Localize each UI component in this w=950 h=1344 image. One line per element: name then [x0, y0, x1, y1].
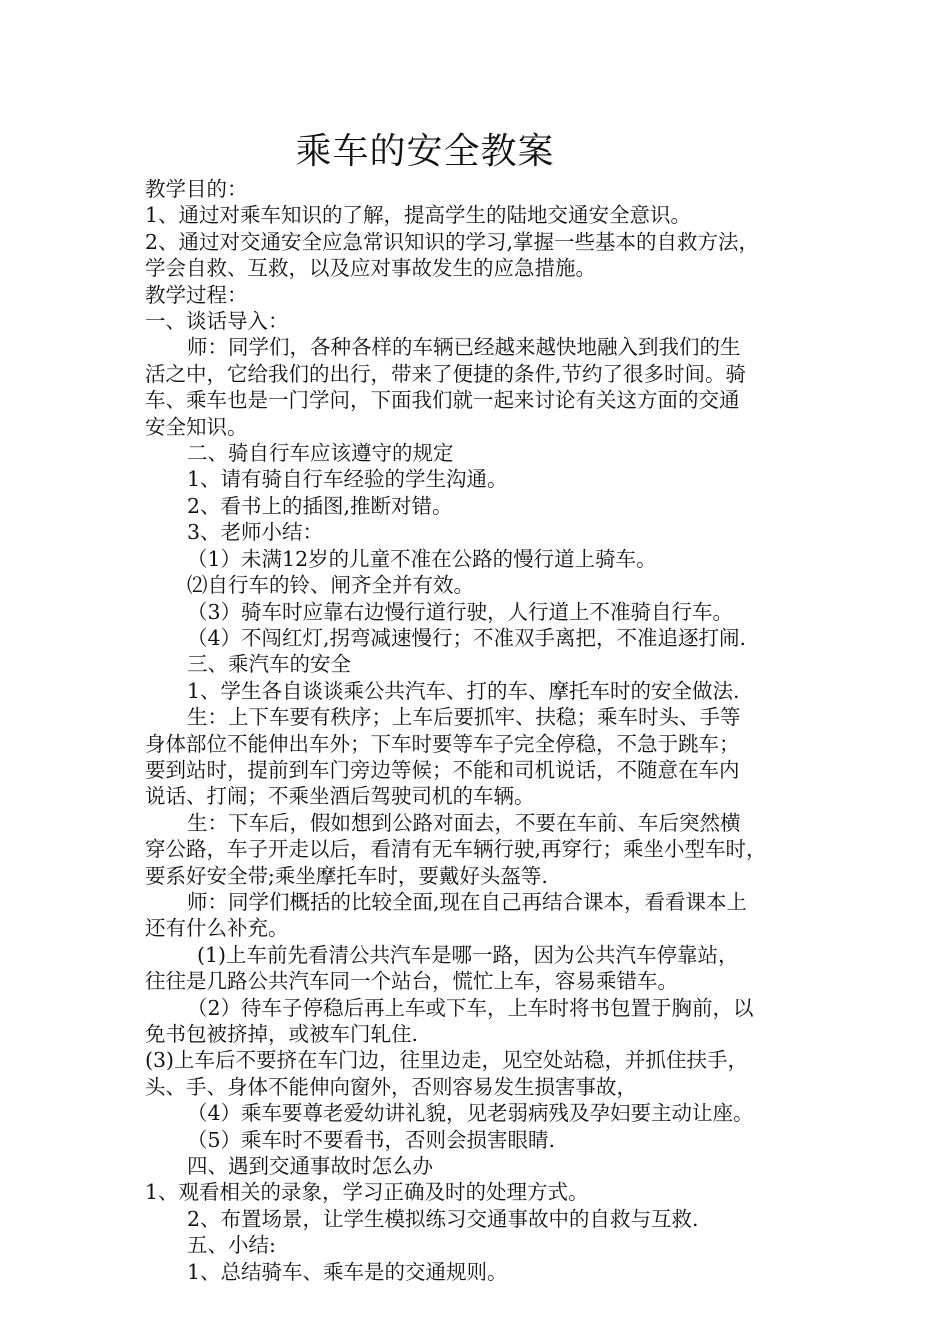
paragraph-line: 生：上下车要有秩序；上车后要抓牢、扶稳；乘车时头、手等 — [187, 705, 741, 730]
paragraph-line: 说话、打闹；不乘坐酒后驾驶司机的车辆。 — [145, 784, 535, 809]
rule-item: （3）骑车时应靠右边慢行道行驶，人行道上不准骑自行车。 — [187, 599, 734, 624]
paragraph-line: 要到站时，提前到车门旁边等候；不能和司机说话，不随意在车内 — [145, 757, 740, 782]
list-item: 3、老师小结： — [187, 520, 324, 545]
section-heading-objectives: 教学目的： — [145, 177, 248, 201]
rule-item: （2）待车子停稳后再上车或下车，上车时将书包置于胸前，以 — [187, 995, 754, 1020]
rule-item: （4）不闯红灯,拐弯减速慢行；不准双手离把，不准追逐打闹. — [187, 625, 747, 650]
paragraph-line: 师：同学们，各种各样的车辆已经越来越快地融入到我们的生 — [187, 335, 741, 360]
paragraph-line: 安全知识。 — [145, 414, 248, 439]
paragraph-line: 穿公路，车子开走以后，看清有无车辆行驶,再穿行；乘坐小型车时， — [145, 837, 767, 862]
rule-item: ⑵自行车的铃、闸齐全并有效。 — [187, 573, 474, 598]
list-item: 1、观看相关的录象，学习正确及时的处理方式。 — [145, 1180, 589, 1205]
document-body — [145, 176, 825, 1285]
part-1-heading: 一、谈话导入： — [145, 309, 289, 334]
part-2-heading: 二、骑自行车应该遵守的规定 — [187, 441, 454, 466]
part-4-heading: 四、遇到交通事故时怎么办 — [187, 1154, 433, 1179]
list-item: 2、看书上的插图,推断对错。 — [187, 493, 453, 518]
objective-1: 1、通过对乘车知识的了解，提高学生的陆地交通安全意识。 — [145, 203, 692, 228]
part-5-heading: 五、小结: — [187, 1233, 276, 1258]
list-item: 1、请有骑自行车经验的学生沟通。 — [187, 467, 508, 492]
paragraph-line: 生：下车后，假如想到公路对面去，不要在车前、车后突然横 — [187, 810, 741, 835]
paragraph-line: 师：同学们概括的比较全面,现在自己再结合课本，看看课本上 — [187, 889, 748, 914]
rule-item: （1）未满12岁的儿童不准在公路的慢行道上骑车。 — [187, 546, 657, 571]
list-item: 2、布置场景，让学生模拟练习交通事故中的自救与互救. — [187, 1206, 699, 1231]
document-title: 乘车的安全教案 — [295, 131, 555, 172]
rule-item: （5）乘车时不要看书，否则会损害眼睛. — [187, 1127, 556, 1152]
paragraph-line: 活之中，它给我们的出行，带来了便捷的条件,节约了很多时间。骑 — [145, 361, 747, 386]
rule-item: （4）乘车要尊老爱幼讲礼貌，见老弱病残及孕妇要主动让座。 — [187, 1101, 754, 1126]
paragraph-line: 还有什么补充。 — [145, 916, 289, 941]
paragraph-line: 免书包被挤掉，或被车门轧住. — [145, 1022, 419, 1046]
list-item: 1、学生各自谈谈乘公共汽车、打的车、摩托车时的安全做法. — [187, 678, 740, 703]
section-heading-process: 教学过程： — [145, 282, 248, 307]
part-3-heading: 三、乘汽车的安全 — [187, 652, 351, 677]
paragraph-line: 往往是几路公共汽车同一个站台，慌忙上车，容易乘错车。 — [145, 969, 678, 994]
paragraph-line: 身体部位不能伸出车外；下车时要等车子完全停稳，不急于跳车； — [145, 731, 740, 756]
paragraph-line: 头、手、身体不能伸向窗外，否则容易发生损害事故， — [145, 1074, 637, 1099]
paragraph-line: 车、乘车也是一门学问，下面我们就一起来讨论有关这方面的交通 — [145, 388, 740, 413]
objective-2-cont: 学会自救、互救，以及应对事故发生的应急措施。 — [145, 256, 596, 281]
list-item: 1、总结骑车、乘车是的交通规则。 — [187, 1259, 508, 1284]
objective-2: 2、通过对交通安全应急常识知识的学习,掌握一些基本的自救方法， — [145, 229, 760, 254]
rule-item: (1)上车前先看清公共汽车是哪一路，因为公共汽车停靠站， — [197, 942, 739, 967]
paragraph-line: 要系好安全带;乘坐摩托车时，要戴好头盔等. — [145, 863, 548, 888]
rule-item: (3)上车后不要挤在车门边，往里边走，见空处站稳，并抓住扶手， — [145, 1048, 749, 1073]
